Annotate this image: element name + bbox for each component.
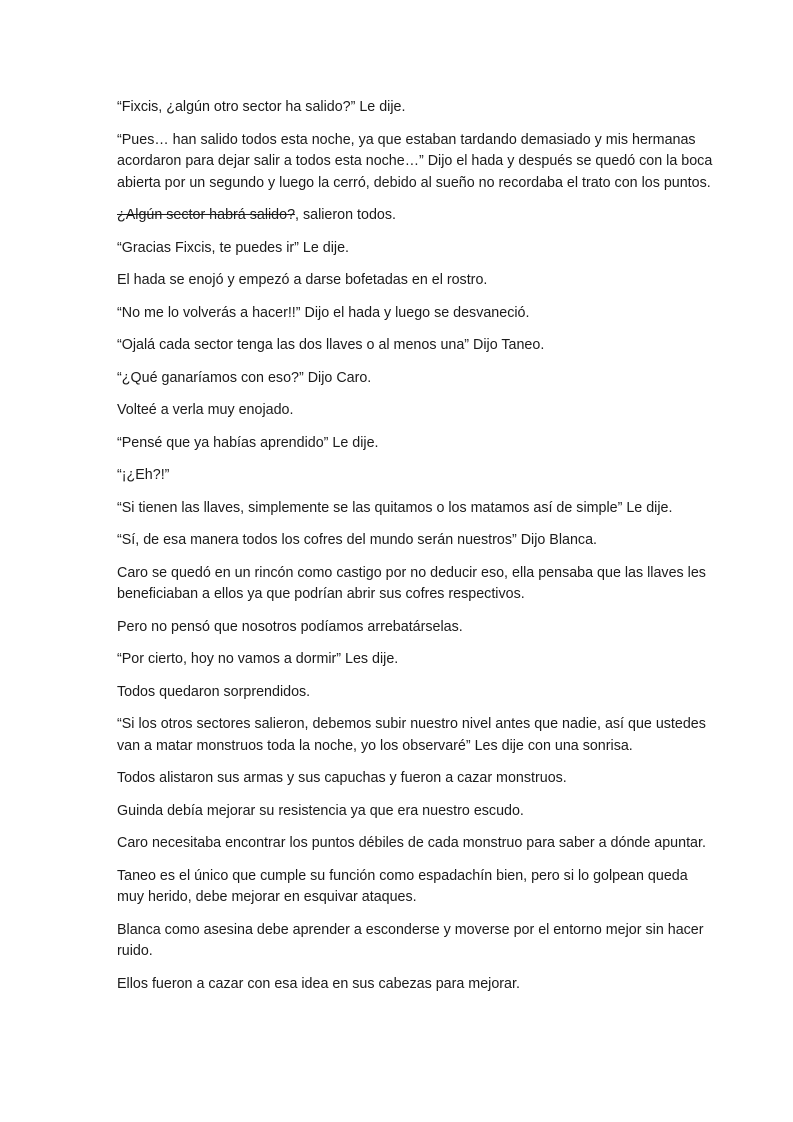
paragraph: “No me lo volverás a hacer!!” Dijo el hada y luego se desvaneció. [117,304,530,321]
paragraph: Taneo es el único que cumple su función como espadachín bien, pero si lo golpean queda muy herido, debe mejorar en esquivar ataques. [117,867,688,905]
paragraph [117,205,717,227]
paragraph: “Si tienen las llaves, simplemente se las quitamos o los matamos así de simple” Le dije. [117,499,673,516]
paragraph: El hada se enojó y empezó a darse bofetadas en el rostro. [117,272,488,288]
document-page [117,97,717,1006]
paragraph-text: , salieron todos. [295,207,396,223]
paragraph: Volteé a verla muy enojado. [117,402,294,418]
paragraph: “Por cierto, hoy no vamos a dormir” Les dije. [117,651,399,667]
paragraph: “¡¿Eh?!” [117,467,170,483]
paragraph: Ellos fueron a cazar con esa idea en sus cabezas para mejorar. [117,975,520,992]
paragraph: Caro necesitaba encontrar los puntos débiles de cada monstruo para saber a dónde apuntar. [117,835,706,851]
paragraph: “Ojalá cada sector tenga las dos llaves o al menos una” Dijo Taneo. [117,337,545,353]
paragraph: Todos alistaron sus armas y sus capuchas y fueron a cazar monstruos. [117,770,567,786]
paragraph: Caro se quedó en un rincón como castigo por no deducir eso, ella pensaba que las llaves les beneficiaban a ellos ya que podrían abrir sus cofres respectivos. [117,564,706,602]
paragraph: Guinda debía mejorar su resistencia ya que era nuestro escudo. [117,802,524,819]
paragraph: Todos quedaron sorprendidos. [117,683,311,700]
struck-text: ¿Algún sector habrá salido? [117,207,296,223]
paragraph: Blanca como asesina debe aprender a esconderse y moverse por el entorno mejor sin hacer ruido. [117,921,704,959]
paragraph: “Pensé que ya habías aprendido” Le dije. [117,434,379,451]
paragraph: Pero no pensó que nosotros podíamos arrebatárselas. [117,618,463,635]
paragraph: “¿Qué ganaríamos con eso?” Dijo Caro. [117,369,372,386]
paragraph: “Sí, de esa manera todos los cofres del mundo serán nuestros” Dijo Blanca. [117,532,597,548]
paragraph: “Si los otros sectores salieron, debemos subir nuestro nivel antes que nadie, así que ustedes van a matar monstruos toda la noche, yo los observaré” Les dije con una sonrisa. [117,716,706,754]
paragraph: “Pues… han salido todos esta noche, ya que estaban tardando demasiado y mis hermanas acordaron para dejar salir a todos esta noche…” Dijo el hada y después se quedó con la boca abierta por un segundo y luego la cerró, debido al sueño no recordaba el trato con los puntos. [117,131,713,191]
paragraph: “Gracias Fixcis, te puedes ir” Le dije. [117,239,350,256]
paragraph: “Fixcis, ¿algún otro sector ha salido?” Le dije. [117,99,406,115]
